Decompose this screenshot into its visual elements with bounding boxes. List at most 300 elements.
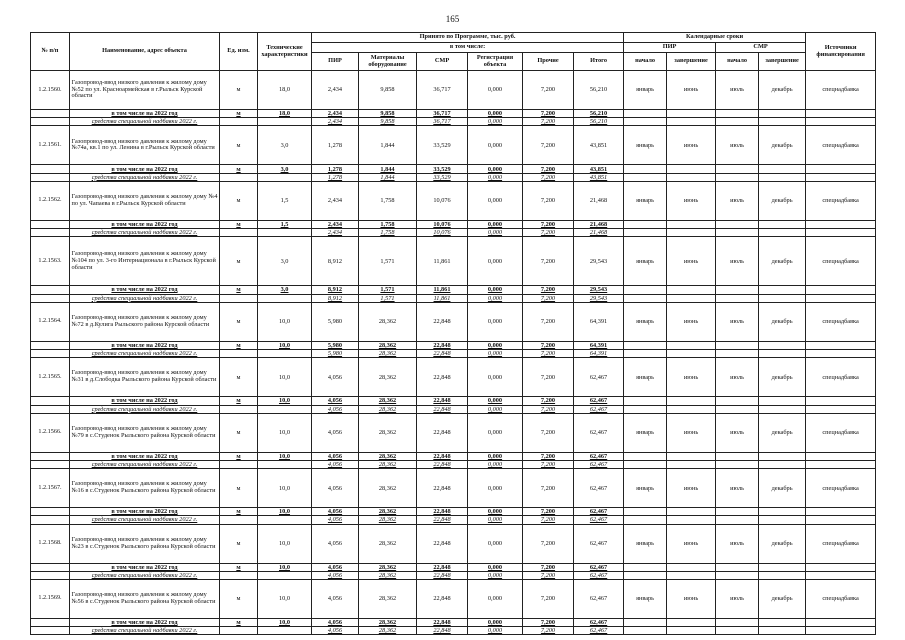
fund-smr: 22,848 <box>417 627 468 635</box>
fund-row <box>31 118 876 126</box>
row-name: Газопровод-ввод низкого давления к жилому дому №104 по ул. 3-го Интернационала в г.Рыльск Курской области <box>70 237 220 286</box>
row-other: 7,200 <box>523 579 574 618</box>
fund-pir: 1,278 <box>312 173 359 181</box>
subtotal-empty <box>806 618 876 626</box>
row-tech: 1,5 <box>258 181 312 220</box>
fund-empty <box>667 627 716 635</box>
fund-empty <box>258 350 312 358</box>
fund-empty <box>716 516 759 524</box>
subtotal-row <box>31 286 876 294</box>
fund-pir: 8,912 <box>312 294 359 302</box>
row-smr-end: декабрь <box>759 358 806 397</box>
header-pir-start: начало <box>624 53 667 71</box>
subtotal-empty <box>759 563 806 571</box>
program-table <box>30 32 876 635</box>
subtotal-pir: 8,912 <box>312 286 359 294</box>
fund-registration: 0,000 <box>468 350 523 358</box>
table-row <box>31 413 876 452</box>
row-registration: 0,000 <box>468 237 523 286</box>
row-pir-start: январь <box>624 579 667 618</box>
subtotal-empty <box>716 618 759 626</box>
row-pir: 2,434 <box>312 181 359 220</box>
subtotal-registration: 0,000 <box>468 618 523 626</box>
subtotal-empty <box>759 286 806 294</box>
fund-empty <box>667 461 716 469</box>
row-total: 64,391 <box>574 302 624 341</box>
subtotal-empty <box>667 508 716 516</box>
subtotal-other: 7,200 <box>523 220 574 228</box>
row-smr-end: декабрь <box>759 237 806 286</box>
fund-empty <box>31 294 70 302</box>
subtotal-smr: 33,529 <box>417 165 468 173</box>
subtotal-materials: 28,362 <box>359 341 417 349</box>
fund-smr: 36,717 <box>417 118 468 126</box>
subtotal-empty <box>716 452 759 460</box>
fund-label: средства специальной надбавки 2022 г. <box>70 229 220 237</box>
fund-empty <box>624 627 667 635</box>
subtotal-label: в том числе на 2022 год <box>70 452 220 460</box>
row-unit: м <box>220 126 258 165</box>
subtotal-empty <box>716 563 759 571</box>
header-cal-smr: СМР <box>716 43 806 53</box>
row-tech: 10,0 <box>258 358 312 397</box>
row-pir-start: январь <box>624 413 667 452</box>
subtotal-other: 7,200 <box>523 508 574 516</box>
fund-pir: 4,056 <box>312 571 359 579</box>
subtotal-smr: 36,717 <box>417 110 468 118</box>
subtotal-label: в том числе на 2022 год <box>70 563 220 571</box>
subtotal-tech: 3,0 <box>258 165 312 173</box>
row-smr-end: декабрь <box>759 469 806 508</box>
fund-empty <box>220 350 258 358</box>
row-id: 1.2.1560. <box>31 71 70 110</box>
subtotal-registration: 0,000 <box>468 341 523 349</box>
subtotal-empty <box>667 341 716 349</box>
subtotal-empty <box>667 397 716 405</box>
fund-registration: 0,000 <box>468 461 523 469</box>
subtotal-total: 62,467 <box>574 563 624 571</box>
fund-registration: 0,000 <box>468 627 523 635</box>
subtotal-label: в том числе на 2022 год <box>70 110 220 118</box>
subtotal-tech: 1,5 <box>258 220 312 228</box>
row-total: 29,543 <box>574 237 624 286</box>
row-registration: 0,000 <box>468 579 523 618</box>
subtotal-row <box>31 341 876 349</box>
row-pir: 2,434 <box>312 71 359 110</box>
row-name: Газопровод-ввод низкого давления к жилому дому №16 в с.Студенок Рыльского района Курской области <box>70 469 220 508</box>
subtotal-label: в том числе на 2022 год <box>70 341 220 349</box>
fund-empty <box>806 571 876 579</box>
table-body <box>31 71 876 635</box>
row-name: Газопровод-ввод низкого давления к жилому дому №4 по ул. Чапаева в г.Рыльск Курской области <box>70 181 220 220</box>
fund-materials: 28,362 <box>359 350 417 358</box>
row-total: 62,467 <box>574 413 624 452</box>
row-id: 1.2.1568. <box>31 524 70 563</box>
row-registration: 0,000 <box>468 469 523 508</box>
subtotal-empty <box>624 110 667 118</box>
row-name: Газопровод-ввод низкого давления к жилому дому №74а, кв.1 по ул. Ленина в г.Рыльск Курской области <box>70 126 220 165</box>
row-materials: 28,362 <box>359 413 417 452</box>
table-row <box>31 237 876 286</box>
fund-pir: 4,056 <box>312 516 359 524</box>
subtotal-smr: 22,848 <box>417 341 468 349</box>
subtotal-unit: м <box>220 508 258 516</box>
row-smr: 36,717 <box>417 71 468 110</box>
row-other: 7,200 <box>523 302 574 341</box>
row-pir: 4,056 <box>312 358 359 397</box>
row-tech: 10,0 <box>258 524 312 563</box>
row-name: Газопровод-ввод низкого давления к жилому дому №56 в с.Студенок Рыльского района Курской области <box>70 579 220 618</box>
header-smr-start: начало <box>716 53 759 71</box>
subtotal-empty <box>624 286 667 294</box>
header-tech: Технические характеристики <box>258 33 312 71</box>
row-registration: 0,000 <box>468 126 523 165</box>
fund-empty <box>806 173 876 181</box>
subtotal-empty <box>806 165 876 173</box>
fund-total: 62,467 <box>574 516 624 524</box>
fund-empty <box>716 118 759 126</box>
fund-other: 7,200 <box>523 350 574 358</box>
row-smr-start: июль <box>716 524 759 563</box>
row-name: Газопровод-ввод низкого давления к жилому дому №52 по ул. Красноармейская в г.Рыльск Курской области <box>70 71 220 110</box>
subtotal-other: 7,200 <box>523 397 574 405</box>
subtotal-row <box>31 220 876 228</box>
fund-empty <box>667 173 716 181</box>
subtotal-total: 21,468 <box>574 220 624 228</box>
fund-label: средства специальной надбавки 2022 г. <box>70 294 220 302</box>
row-id: 1.2.1566. <box>31 413 70 452</box>
subtotal-empty <box>716 286 759 294</box>
row-smr-end: декабрь <box>759 181 806 220</box>
fund-smr: 10,076 <box>417 229 468 237</box>
subtotal-empty <box>806 286 876 294</box>
row-pir: 4,056 <box>312 469 359 508</box>
header-total: Итого <box>574 53 624 71</box>
row-unit: м <box>220 237 258 286</box>
fund-label: средства специальной надбавки 2022 г. <box>70 118 220 126</box>
row-other: 7,200 <box>523 126 574 165</box>
fund-empty <box>806 118 876 126</box>
fund-registration: 0,000 <box>468 173 523 181</box>
subtotal-empty <box>31 341 70 349</box>
row-materials: 28,362 <box>359 469 417 508</box>
fund-empty <box>806 405 876 413</box>
subtotal-materials: 9,858 <box>359 110 417 118</box>
subtotal-empty <box>31 220 70 228</box>
row-pir-end: июнь <box>667 413 716 452</box>
row-materials: 9,858 <box>359 71 417 110</box>
row-materials: 28,362 <box>359 579 417 618</box>
fund-empty <box>220 516 258 524</box>
row-unit: м <box>220 413 258 452</box>
fund-empty <box>258 516 312 524</box>
row-name: Газопровод-ввод низкого давления к жилому дому №79 в с.Студенок Рыльского района Курской области <box>70 413 220 452</box>
subtotal-smr: 22,848 <box>417 452 468 460</box>
header-cal-pir: ПИР <box>624 43 716 53</box>
row-tech: 10,0 <box>258 302 312 341</box>
subtotal-materials: 28,362 <box>359 452 417 460</box>
row-name: Газопровод-ввод низкого давления к жилому дому №72 в д.Кулига Рыльского района Курской области <box>70 302 220 341</box>
fund-other: 7,200 <box>523 461 574 469</box>
fund-label: средства специальной надбавки 2022 г. <box>70 350 220 358</box>
subtotal-empty <box>31 452 70 460</box>
subtotal-other: 7,200 <box>523 341 574 349</box>
subtotal-empty <box>759 220 806 228</box>
table-row <box>31 579 876 618</box>
fund-other: 7,200 <box>523 627 574 635</box>
row-source: спецнадбавка <box>806 237 876 286</box>
subtotal-unit: м <box>220 397 258 405</box>
fund-empty <box>667 350 716 358</box>
subtotal-unit: м <box>220 286 258 294</box>
fund-empty <box>220 173 258 181</box>
fund-empty <box>759 229 806 237</box>
subtotal-smr: 22,848 <box>417 508 468 516</box>
subtotal-row <box>31 397 876 405</box>
fund-empty <box>716 229 759 237</box>
row-smr-start: июль <box>716 579 759 618</box>
row-materials: 28,362 <box>359 524 417 563</box>
subtotal-empty <box>31 508 70 516</box>
subtotal-empty <box>806 508 876 516</box>
row-smr: 22,848 <box>417 413 468 452</box>
subtotal-pir: 1,278 <box>312 165 359 173</box>
fund-smr: 22,848 <box>417 461 468 469</box>
subtotal-row <box>31 508 876 516</box>
row-materials: 1,758 <box>359 181 417 220</box>
row-smr-start: июль <box>716 358 759 397</box>
subtotal-total: 62,467 <box>574 452 624 460</box>
fund-smr: 22,848 <box>417 516 468 524</box>
fund-total: 21,468 <box>574 229 624 237</box>
fund-empty <box>667 405 716 413</box>
row-smr: 22,848 <box>417 524 468 563</box>
row-pir: 4,056 <box>312 413 359 452</box>
row-unit: м <box>220 524 258 563</box>
fund-row <box>31 350 876 358</box>
fund-smr: 33,529 <box>417 173 468 181</box>
fund-empty <box>624 350 667 358</box>
row-pir-end: июнь <box>667 524 716 563</box>
subtotal-empty <box>624 341 667 349</box>
row-pir-end: июнь <box>667 237 716 286</box>
fund-materials: 28,362 <box>359 516 417 524</box>
subtotal-label: в том числе на 2022 год <box>70 165 220 173</box>
subtotal-tech: 10,0 <box>258 341 312 349</box>
fund-label: средства специальной надбавки 2022 г. <box>70 405 220 413</box>
subtotal-empty <box>806 452 876 460</box>
fund-empty <box>806 294 876 302</box>
row-pir-start: январь <box>624 524 667 563</box>
subtotal-empty <box>759 165 806 173</box>
subtotal-registration: 0,000 <box>468 563 523 571</box>
subtotal-empty <box>806 220 876 228</box>
header-materials: Материалы оборудование <box>359 53 417 71</box>
fund-empty <box>31 350 70 358</box>
fund-empty <box>759 516 806 524</box>
row-materials: 1,571 <box>359 237 417 286</box>
subtotal-tech: 10,0 <box>258 397 312 405</box>
row-name: Газопровод-ввод низкого давления к жилому дому №23 в с.Студенок Рыльского района Курской области <box>70 524 220 563</box>
subtotal-empty <box>667 110 716 118</box>
row-smr-end: декабрь <box>759 71 806 110</box>
subtotal-other: 7,200 <box>523 618 574 626</box>
row-materials: 28,362 <box>359 302 417 341</box>
fund-empty <box>258 229 312 237</box>
row-registration: 0,000 <box>468 358 523 397</box>
fund-other: 7,200 <box>523 294 574 302</box>
row-id: 1.2.1569. <box>31 579 70 618</box>
fund-empty <box>759 627 806 635</box>
row-id: 1.2.1561. <box>31 126 70 165</box>
fund-empty <box>220 294 258 302</box>
fund-empty <box>667 571 716 579</box>
row-other: 7,200 <box>523 71 574 110</box>
fund-empty <box>220 461 258 469</box>
fund-smr: 22,848 <box>417 350 468 358</box>
fund-smr: 11,861 <box>417 294 468 302</box>
fund-empty <box>258 461 312 469</box>
subtotal-materials: 1,844 <box>359 165 417 173</box>
subtotal-label: в том числе на 2022 год <box>70 508 220 516</box>
fund-row <box>31 405 876 413</box>
header-no: № п/п <box>31 33 70 71</box>
fund-label: средства специальной надбавки 2022 г. <box>70 571 220 579</box>
fund-materials: 9,858 <box>359 118 417 126</box>
table-row <box>31 71 876 110</box>
header-sources: Источники финансирования <box>806 33 876 71</box>
fund-empty <box>806 350 876 358</box>
row-id: 1.2.1562. <box>31 181 70 220</box>
row-smr-end: декабрь <box>759 579 806 618</box>
row-source: спецнадбавка <box>806 579 876 618</box>
fund-empty <box>31 173 70 181</box>
subtotal-label: в том числе на 2022 год <box>70 618 220 626</box>
row-id: 1.2.1567. <box>31 469 70 508</box>
subtotal-materials: 28,362 <box>359 563 417 571</box>
fund-empty <box>624 118 667 126</box>
program-table-wrapper <box>30 32 875 635</box>
subtotal-total: 62,467 <box>574 397 624 405</box>
subtotal-label: в том числе на 2022 год <box>70 220 220 228</box>
fund-empty <box>759 571 806 579</box>
subtotal-other: 7,200 <box>523 452 574 460</box>
fund-empty <box>31 627 70 635</box>
row-total: 21,468 <box>574 181 624 220</box>
fund-pir: 2,434 <box>312 229 359 237</box>
fund-row <box>31 173 876 181</box>
row-pir-end: июнь <box>667 126 716 165</box>
subtotal-unit: м <box>220 110 258 118</box>
row-smr-end: декабрь <box>759 302 806 341</box>
subtotal-registration: 0,000 <box>468 220 523 228</box>
fund-materials: 28,362 <box>359 405 417 413</box>
fund-empty <box>258 571 312 579</box>
row-registration: 0,000 <box>468 413 523 452</box>
fund-row <box>31 461 876 469</box>
subtotal-empty <box>716 220 759 228</box>
fund-registration: 0,000 <box>468 294 523 302</box>
fund-label: средства специальной надбавки 2022 г. <box>70 627 220 635</box>
fund-empty <box>31 516 70 524</box>
fund-registration: 0,000 <box>468 405 523 413</box>
fund-total: 64,391 <box>574 350 624 358</box>
row-smr-start: июль <box>716 237 759 286</box>
row-other: 7,200 <box>523 358 574 397</box>
fund-total: 62,467 <box>574 461 624 469</box>
row-pir-start: январь <box>624 71 667 110</box>
subtotal-pir: 4,056 <box>312 563 359 571</box>
subtotal-empty <box>31 397 70 405</box>
row-source: спецнадбавка <box>806 71 876 110</box>
fund-empty <box>716 294 759 302</box>
fund-empty <box>667 516 716 524</box>
fund-pir: 5,980 <box>312 350 359 358</box>
subtotal-other: 7,200 <box>523 563 574 571</box>
subtotal-empty <box>667 452 716 460</box>
row-pir: 5,980 <box>312 302 359 341</box>
row-smr: 11,861 <box>417 237 468 286</box>
fund-materials: 1,844 <box>359 173 417 181</box>
subtotal-empty <box>716 165 759 173</box>
fund-empty <box>716 627 759 635</box>
row-pir-end: июнь <box>667 71 716 110</box>
subtotal-total: 29,543 <box>574 286 624 294</box>
row-registration: 0,000 <box>468 71 523 110</box>
fund-pir: 2,434 <box>312 118 359 126</box>
fund-materials: 28,362 <box>359 571 417 579</box>
fund-empty <box>759 461 806 469</box>
fund-empty <box>220 118 258 126</box>
row-source: спецнадбавка <box>806 126 876 165</box>
subtotal-smr: 10,076 <box>417 220 468 228</box>
subtotal-pir: 4,056 <box>312 618 359 626</box>
row-pir: 4,056 <box>312 524 359 563</box>
subtotal-pir: 5,980 <box>312 341 359 349</box>
row-pir: 1,278 <box>312 126 359 165</box>
fund-total: 62,467 <box>574 571 624 579</box>
fund-row <box>31 627 876 635</box>
subtotal-materials: 28,362 <box>359 397 417 405</box>
subtotal-empty <box>806 341 876 349</box>
subtotal-empty <box>716 397 759 405</box>
subtotal-total: 43,851 <box>574 165 624 173</box>
row-total: 62,467 <box>574 579 624 618</box>
fund-empty <box>31 118 70 126</box>
subtotal-registration: 0,000 <box>468 397 523 405</box>
row-pir-end: июнь <box>667 181 716 220</box>
fund-row <box>31 294 876 302</box>
fund-empty <box>667 118 716 126</box>
header-other: Прочие <box>523 53 574 71</box>
subtotal-tech: 10,0 <box>258 563 312 571</box>
row-smr: 22,848 <box>417 579 468 618</box>
fund-pir: 4,056 <box>312 405 359 413</box>
fund-empty <box>759 405 806 413</box>
subtotal-registration: 0,000 <box>468 110 523 118</box>
subtotal-empty <box>667 165 716 173</box>
row-unit: м <box>220 358 258 397</box>
row-tech: 10,0 <box>258 469 312 508</box>
subtotal-tech: 10,0 <box>258 508 312 516</box>
fund-empty <box>258 627 312 635</box>
subtotal-unit: м <box>220 341 258 349</box>
row-other: 7,200 <box>523 181 574 220</box>
subtotal-tech: 18,0 <box>258 110 312 118</box>
subtotal-label: в том числе на 2022 год <box>70 286 220 294</box>
row-unit: м <box>220 181 258 220</box>
row-other: 7,200 <box>523 237 574 286</box>
